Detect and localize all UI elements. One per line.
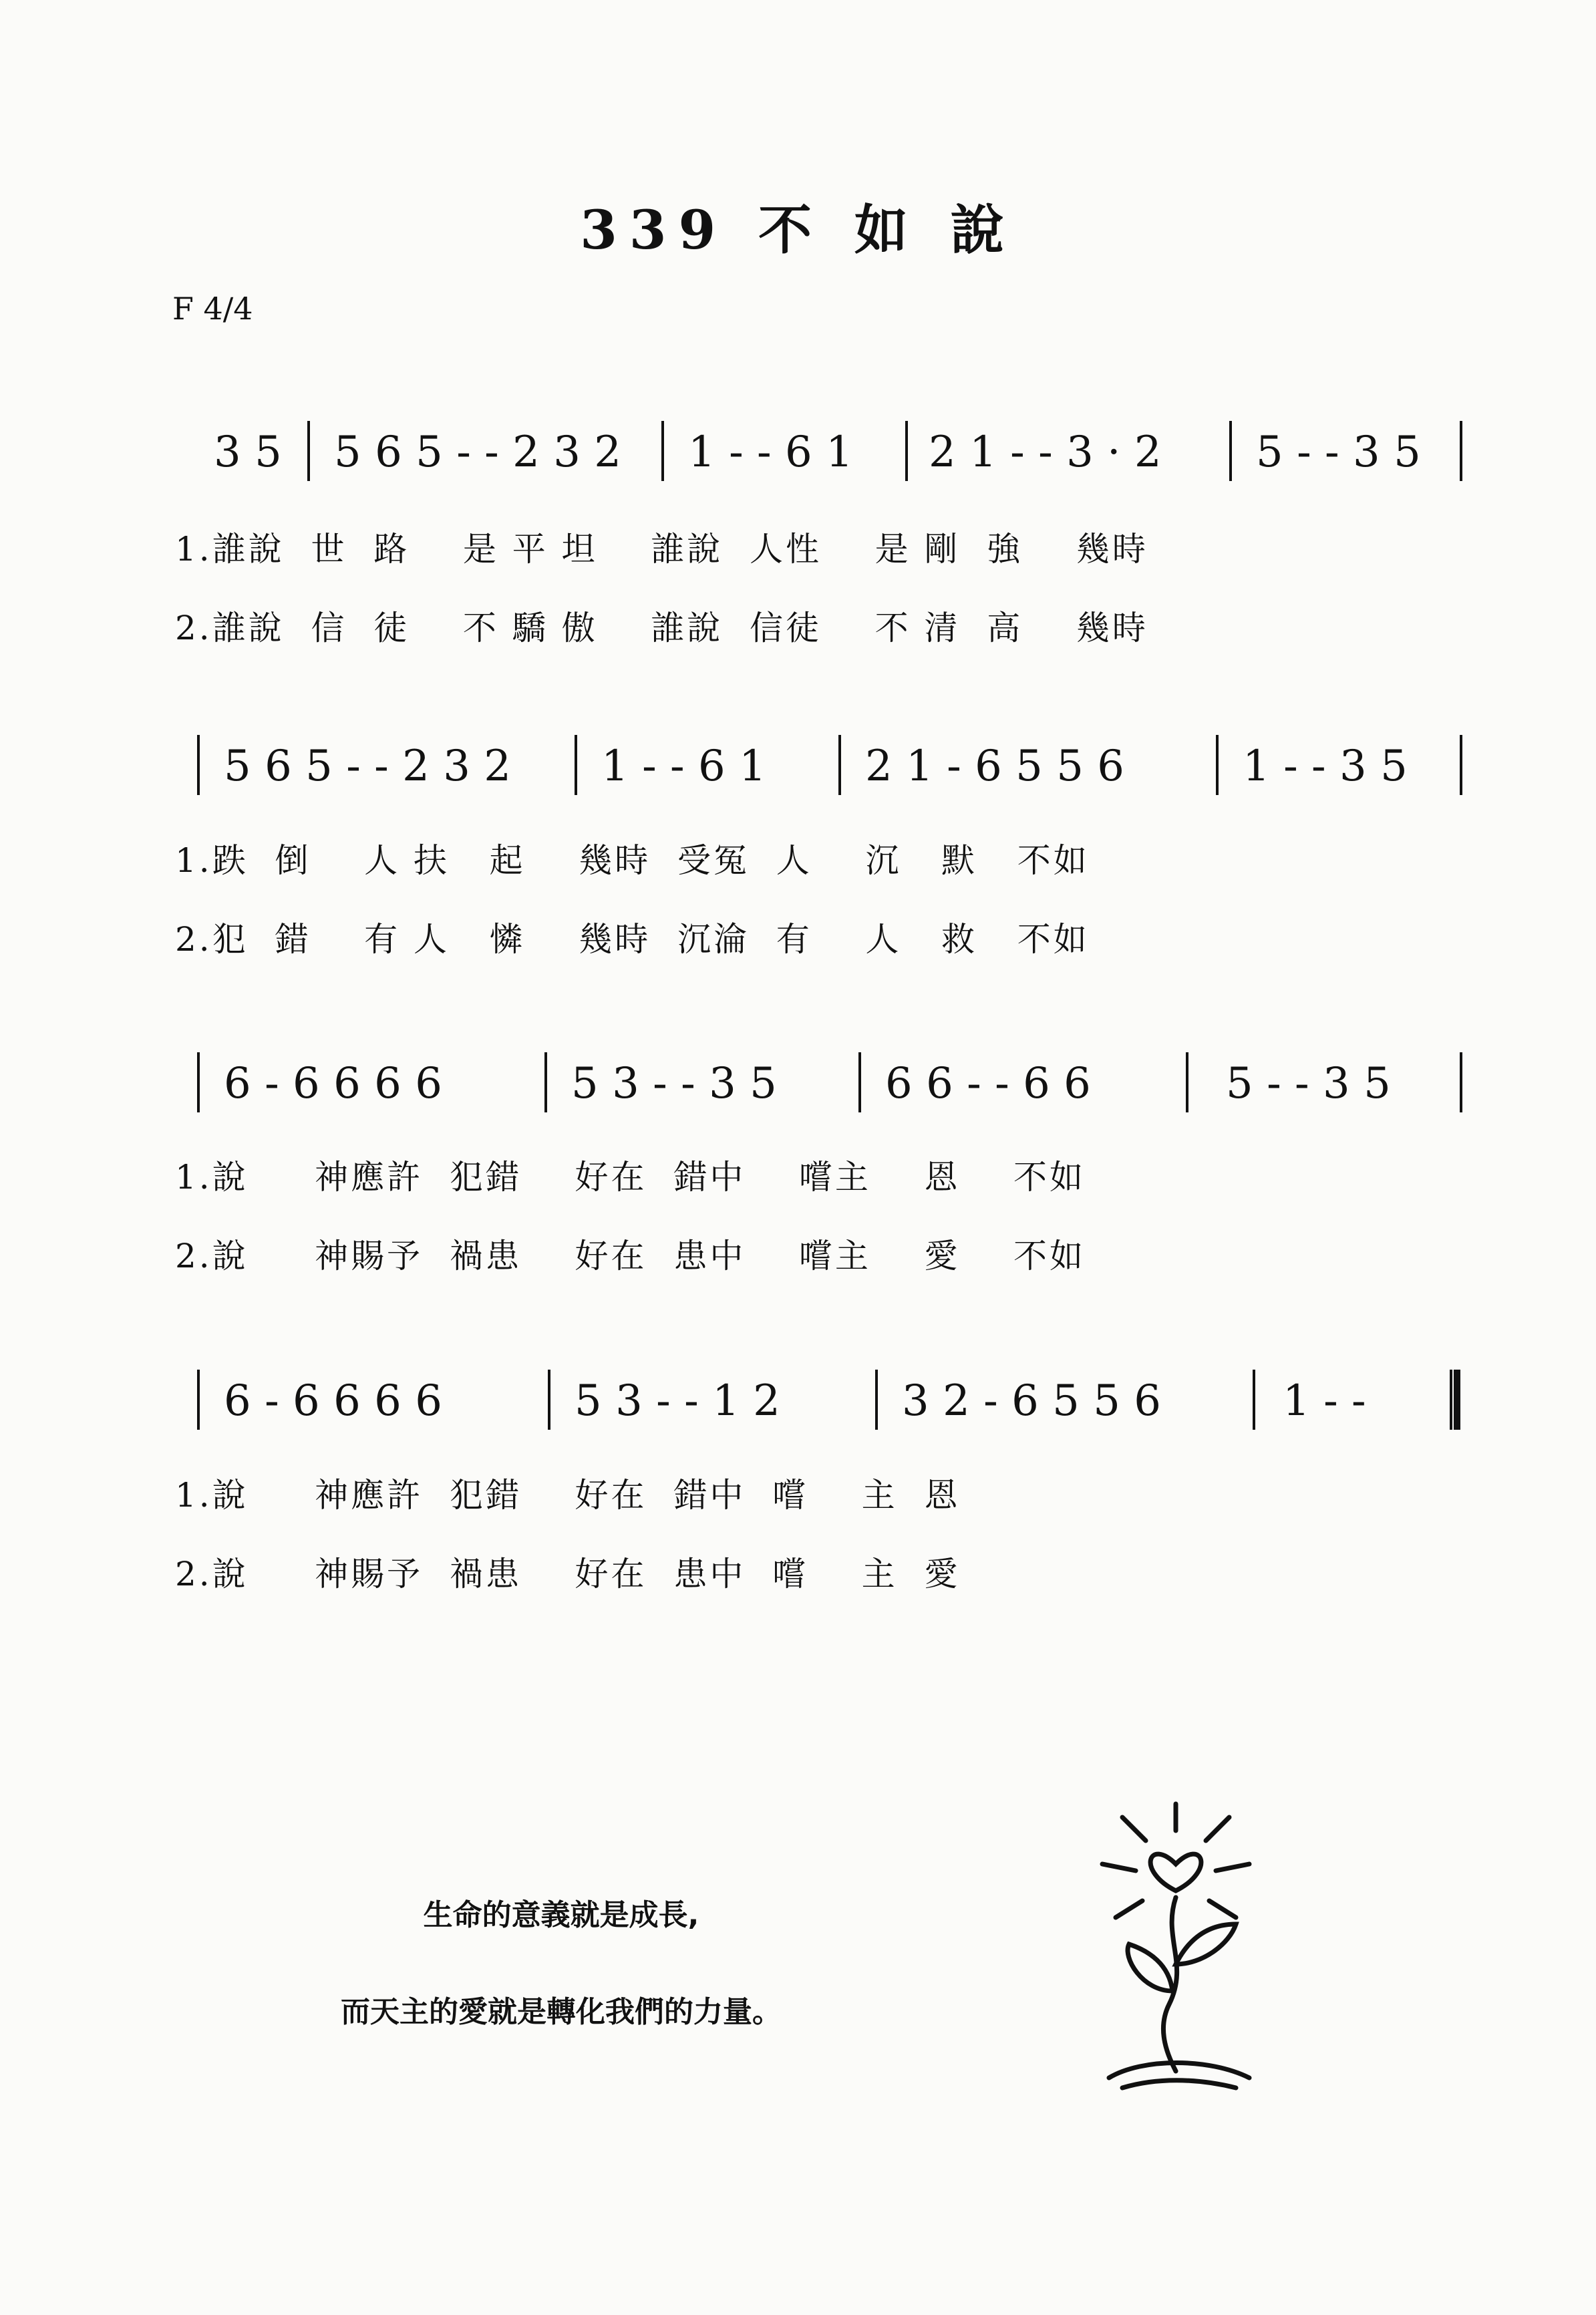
measure: 3 5 — [214, 428, 282, 477]
measure: 1 - - 6 1 — [688, 428, 853, 477]
barline — [544, 1052, 547, 1112]
lyrics-verse-1: 1.誰說 世 路 是 平 坦 誰說 人性 是 剛 強 幾時 — [175, 530, 1148, 569]
barline — [1253, 1370, 1255, 1430]
measure: 5 3 - - 3 5 — [571, 1059, 777, 1108]
barline — [1460, 735, 1462, 795]
barline — [548, 1370, 550, 1430]
barline — [1229, 421, 1232, 481]
measure: 5 6 5 - - 2 3 2 — [224, 742, 511, 791]
barline — [1460, 421, 1462, 481]
measure: 5 - - 3 5 — [1226, 1059, 1391, 1108]
key-signature: F 4/4 — [172, 291, 253, 327]
measure: 6 - 6 6 6 6 — [224, 1059, 442, 1108]
lyrics-verse-1: 1.說 神應許 犯錯 好在 錯中 嚐主 恩 不如 — [175, 1158, 1086, 1197]
barline — [575, 735, 577, 795]
quote-line-1: 生命的意義就是成長, — [423, 1898, 699, 1932]
heart-flower-illustration — [1082, 1791, 1269, 2105]
measure: 3 2 - 6 5 5 6 — [902, 1376, 1161, 1426]
staff-system-2 — [180, 728, 1470, 815]
measure: 6 - 6 6 6 6 — [224, 1376, 442, 1426]
lyrics-verse-2: 2.說 神賜予 禍患 好在 患中 嚐主 愛 不如 — [175, 1237, 1086, 1275]
lyrics-verse-1: 1.說 神應許 犯錯 好在 錯中 嚐 主 恩 — [175, 1476, 961, 1515]
barline — [905, 421, 908, 481]
measure: 2 1 - 6 5 5 6 — [865, 742, 1124, 791]
hymn-title: 339 不 如 說 — [580, 198, 1016, 261]
lyrics-verse-2: 2.說 神賜予 禍患 好在 患中 嚐 主 愛 — [175, 1555, 961, 1593]
barline — [197, 735, 200, 795]
lyrics-verse-1: 1.跌 倒 人 扶 起 幾時 受冤 人 沉 默 不如 — [175, 841, 1090, 880]
barline — [307, 421, 310, 481]
barline — [875, 1370, 878, 1430]
measure: 5 6 5 - - 2 3 2 — [334, 428, 621, 477]
staff-system-1 — [180, 414, 1470, 501]
barline — [838, 735, 841, 795]
staff-system-4 — [180, 1363, 1470, 1450]
staff-system-3 — [180, 1046, 1470, 1132]
measure: 5 - - 3 5 — [1256, 428, 1421, 477]
barline — [197, 1370, 200, 1430]
measure: 1 - - — [1283, 1376, 1366, 1426]
measure: 6 6 - - 6 6 — [885, 1059, 1091, 1108]
measure: 1 - - 3 5 — [1243, 742, 1408, 791]
quote-line-2: 而天主的愛就是轉化我們的力量。 — [341, 1995, 782, 2029]
barline — [197, 1052, 200, 1112]
measure: 1 - - 6 1 — [601, 742, 766, 791]
barline — [1186, 1052, 1188, 1112]
final-barline — [1450, 1370, 1460, 1430]
lyrics-verse-2: 2.犯 錯 有 人 憐 幾時 沉淪 有 人 救 不如 — [175, 920, 1090, 959]
barline — [1216, 735, 1219, 795]
measure: 2 1 - - 3 · 2 — [929, 428, 1162, 477]
barline — [661, 421, 664, 481]
measure: 5 3 - - 1 2 — [575, 1376, 780, 1426]
barline — [858, 1052, 861, 1112]
barline — [1460, 1052, 1462, 1112]
lyrics-verse-2: 2.誰說 信 徒 不 驕 傲 誰說 信徒 不 清 高 幾時 — [175, 609, 1148, 647]
